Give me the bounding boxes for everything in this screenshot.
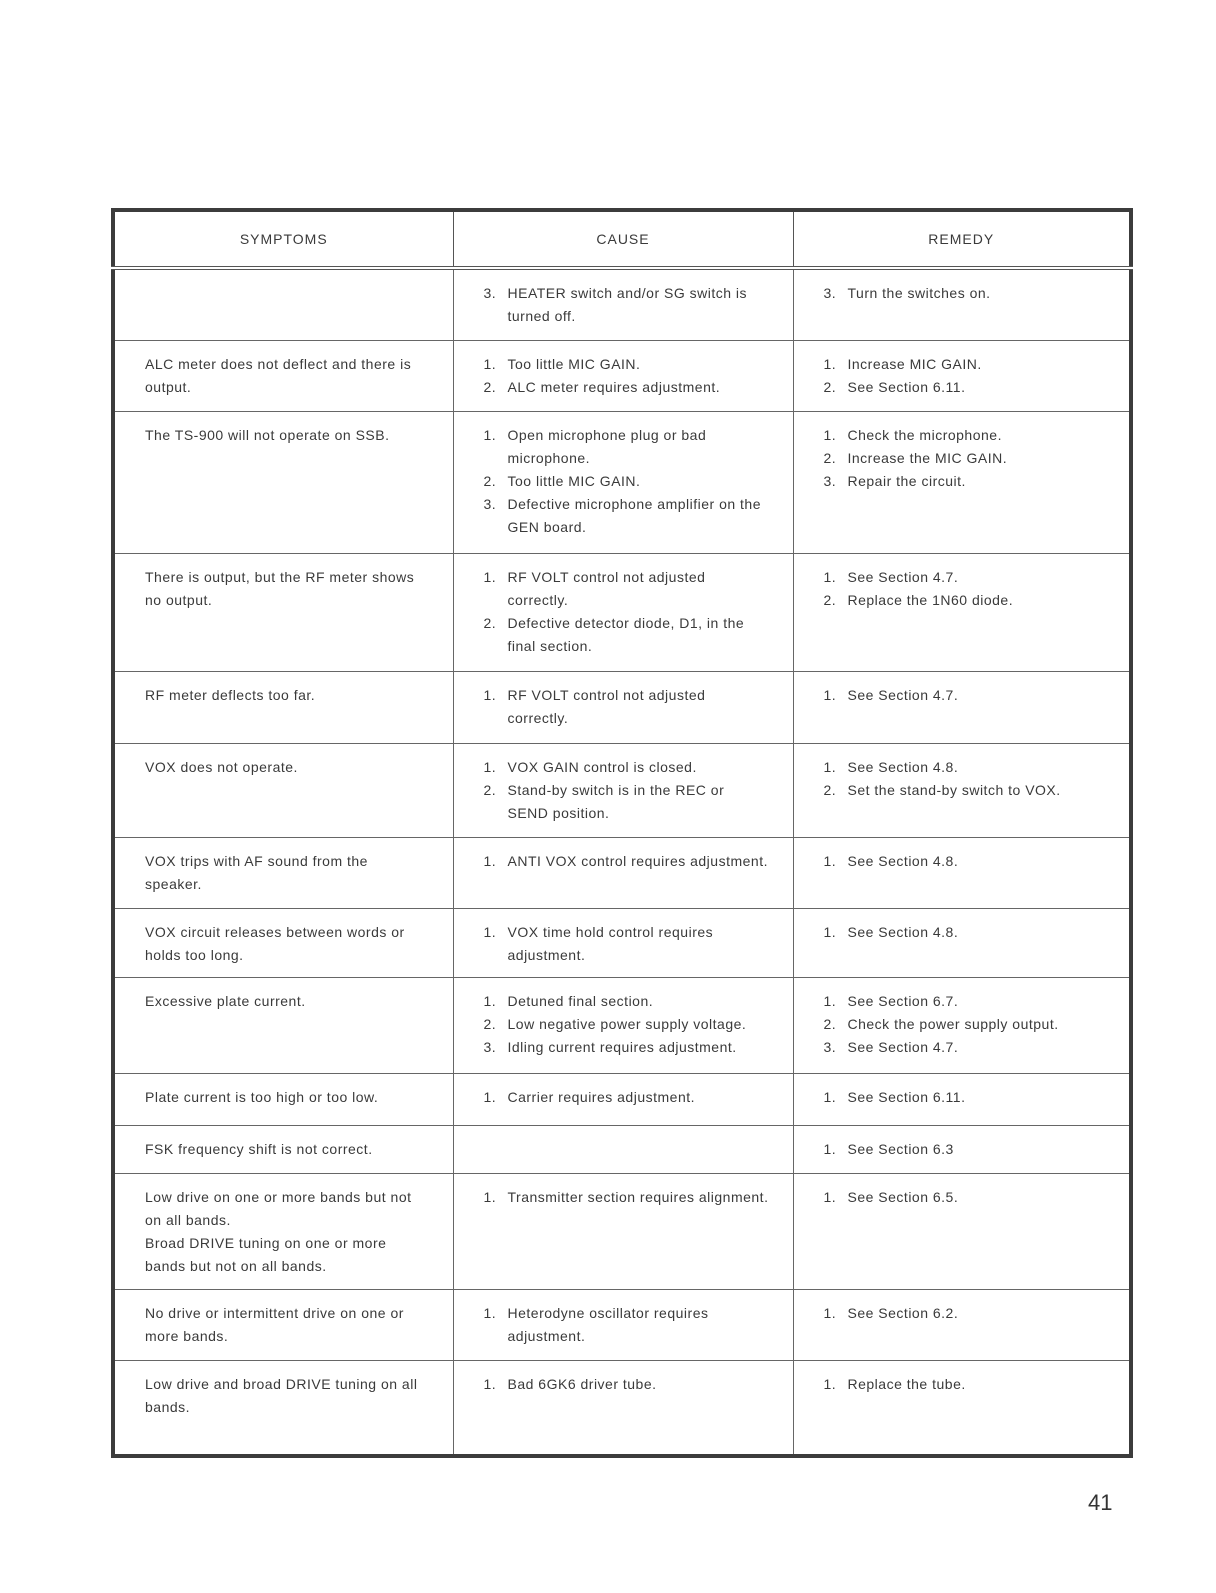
cause-item — [484, 756, 769, 779]
symptom-cell — [113, 1360, 453, 1456]
table-row — [113, 1073, 1131, 1125]
remedy-item — [824, 282, 1106, 305]
item-number: 2. — [823, 591, 837, 608]
item-number: 3. — [483, 495, 497, 512]
item-text: VOX GAIN control is closed. — [507, 758, 697, 775]
remedy-item — [824, 376, 1106, 399]
cause-cell — [453, 743, 793, 837]
item-number: 1. — [823, 1088, 837, 1105]
item-text: See Section 6.3 — [847, 1140, 954, 1157]
item-text: Defective detector diode, D1, in the final section. — [507, 614, 745, 654]
remedy-item — [824, 353, 1106, 376]
item-text: See Section 6.2. — [847, 1304, 959, 1321]
item-number: 1. — [483, 852, 497, 869]
symptom-text: Low drive on one or more bands but not on all bands. — [145, 1188, 412, 1228]
item-text: Set the stand-by switch to VOX. — [847, 781, 1061, 798]
symptom-text: No drive or intermittent drive on one or more bands. — [145, 1304, 404, 1344]
item-text: Replace the 1N60 diode. — [847, 591, 1014, 608]
symptom-text: VOX circuit releases between words or holds too long. — [145, 923, 405, 963]
item-number: 2. — [483, 614, 497, 631]
remedy-item — [824, 756, 1106, 779]
cause-cell — [453, 1289, 793, 1360]
cause-cell — [453, 977, 793, 1073]
item-text: Increase MIC GAIN. — [847, 355, 982, 372]
cause-cell — [453, 268, 793, 340]
cause-cell — [453, 1125, 793, 1173]
item-number: 1. — [483, 923, 497, 940]
item-text: See Section 4.8. — [847, 852, 959, 869]
item-text: See Section 4.7. — [847, 568, 959, 585]
remedy-item — [824, 779, 1106, 802]
item-number: 2. — [823, 378, 837, 395]
symptom-cell — [113, 743, 453, 837]
remedy-item — [824, 1036, 1106, 1059]
item-number: 1. — [823, 852, 837, 869]
remedy-item — [824, 1302, 1106, 1325]
symptom-text: RF meter deflects too far. — [145, 686, 316, 703]
remedy-cell — [793, 553, 1131, 671]
symptom-text: Excessive plate current. — [145, 992, 306, 1009]
symptom-cell — [113, 908, 453, 977]
symptom-text: ALC meter does not deflect and there is output. — [145, 355, 412, 395]
symptom-cell — [113, 1289, 453, 1360]
remedy-item — [824, 424, 1106, 447]
remedy-item — [824, 1186, 1106, 1209]
remedy-cell — [793, 837, 1131, 908]
item-number: 3. — [823, 472, 837, 489]
item-number: 1. — [823, 426, 837, 443]
item-text: See Section 4.8. — [847, 923, 959, 940]
item-number: 3. — [483, 1038, 497, 1055]
table-header-row — [113, 210, 1131, 268]
item-text: Heterodyne oscillator requires adjustment. — [507, 1304, 709, 1344]
symptom-text: Plate current is too high or too low. — [145, 1088, 379, 1105]
cause-item — [484, 282, 769, 328]
remedy-cell — [793, 671, 1131, 743]
cause-item — [484, 470, 769, 493]
item-text: Open microphone plug or bad microphone. — [507, 426, 707, 466]
remedy-item — [824, 1138, 1106, 1161]
item-text: Check the power supply output. — [847, 1015, 1059, 1032]
remedy-item — [824, 850, 1106, 873]
remedy-cell — [793, 268, 1131, 340]
header-symptoms: SYMPTOMS — [113, 210, 453, 268]
symptom-cell — [113, 671, 453, 743]
cause-item — [484, 1302, 769, 1348]
item-text: See Section 6.5. — [847, 1188, 959, 1205]
table-row — [113, 340, 1131, 411]
item-number: 1. — [823, 1304, 837, 1321]
cause-item — [484, 921, 769, 967]
symptom-text: VOX does not operate. — [145, 758, 298, 775]
item-number: 2. — [823, 781, 837, 798]
remedy-cell — [793, 1289, 1131, 1360]
item-text: See Section 6.7. — [847, 992, 959, 1009]
cause-item — [484, 376, 769, 399]
troubleshooting-table — [111, 208, 1133, 1458]
item-text: Check the microphone. — [847, 426, 1002, 443]
remedy-cell — [793, 977, 1131, 1073]
symptom-text: Low drive and broad DRIVE tuning on all bands. — [145, 1375, 418, 1415]
item-number: 2. — [483, 1015, 497, 1032]
item-text: Turn the switches on. — [847, 285, 991, 301]
remedy-item — [824, 921, 1106, 944]
cause-cell — [453, 671, 793, 743]
cause-item — [484, 566, 769, 612]
symptom-cell — [113, 1125, 453, 1173]
table-row — [113, 268, 1131, 340]
cause-item — [484, 990, 769, 1013]
item-number: 2. — [823, 1015, 837, 1032]
symptom-cell — [113, 411, 453, 553]
cause-cell — [453, 553, 793, 671]
item-number: 2. — [823, 449, 837, 466]
item-text: HEATER switch and/or SG switch is turned off. — [507, 285, 748, 324]
remedy-cell — [793, 1360, 1131, 1456]
cause-item — [484, 612, 769, 658]
table-row — [113, 908, 1131, 977]
cause-item — [484, 684, 769, 730]
cause-item — [484, 353, 769, 376]
remedy-item — [824, 990, 1106, 1013]
item-text: Carrier requires adjustment. — [507, 1088, 696, 1105]
cause-item — [484, 779, 769, 825]
item-number: 3. — [823, 1038, 837, 1055]
cause-item — [484, 850, 769, 873]
item-text: Repair the circuit. — [847, 472, 966, 489]
cause-item — [484, 1013, 769, 1036]
table-row — [113, 1360, 1131, 1456]
table-row — [113, 743, 1131, 837]
symptom-cell — [113, 268, 453, 340]
item-text: Bad 6GK6 driver tube. — [507, 1375, 657, 1392]
item-text: Too little MIC GAIN. — [507, 355, 641, 372]
item-text: Defective microphone amplifier on the GEN board. — [507, 495, 762, 535]
item-text: RF VOLT control not adjusted correctly. — [507, 686, 706, 726]
item-number: 1. — [483, 568, 497, 585]
symptom-text: FSK frequency shift is not correct. — [145, 1140, 373, 1157]
cause-item — [484, 1086, 769, 1109]
item-text: Stand-by switch is in the REC or SEND position. — [507, 781, 725, 821]
item-text: RF VOLT control not adjusted correctly. — [507, 568, 706, 608]
table-row — [113, 1173, 1131, 1289]
item-text: Too little MIC GAIN. — [507, 472, 641, 489]
symptom-cell — [113, 1173, 453, 1289]
symptom-cell — [113, 977, 453, 1073]
remedy-item — [824, 684, 1106, 707]
symptom-text: There is output, but the RF meter shows no output. — [145, 568, 415, 608]
item-number: 1. — [483, 686, 497, 703]
item-number: 1. — [823, 1375, 837, 1392]
page-number: 41 — [1088, 1490, 1113, 1515]
remedy-cell — [793, 743, 1131, 837]
remedy-item — [824, 589, 1106, 612]
remedy-item — [824, 470, 1106, 493]
cause-item — [484, 1373, 769, 1396]
item-number: 1. — [483, 992, 497, 1009]
cause-cell — [453, 837, 793, 908]
remedy-item — [824, 1013, 1106, 1036]
table-row — [113, 1125, 1131, 1173]
cause-item — [484, 1036, 769, 1059]
item-text: ALC meter requires adjustment. — [507, 378, 721, 395]
symptom-cell — [113, 837, 453, 908]
cause-cell — [453, 1173, 793, 1289]
item-text: See Section 4.8. — [847, 758, 959, 775]
item-number: 1. — [823, 923, 837, 940]
item-number: 1. — [823, 758, 837, 775]
item-number: 2. — [483, 472, 497, 489]
table-row — [113, 671, 1131, 743]
item-text: Low negative power supply voltage. — [507, 1015, 747, 1032]
item-number: 1. — [483, 758, 497, 775]
symptom-cell — [113, 553, 453, 671]
symptom-text: The TS-900 will not operate on SSB. — [145, 426, 390, 443]
remedy-cell — [793, 1125, 1131, 1173]
symptom-cell — [113, 340, 453, 411]
cause-item — [484, 1186, 769, 1209]
item-number: 1. — [823, 1140, 837, 1157]
remedy-item — [824, 1373, 1106, 1396]
item-text: See Section 4.7. — [847, 1038, 959, 1055]
item-number: 1. — [823, 992, 837, 1009]
table-row — [113, 837, 1131, 908]
header-cause: CAUSE — [453, 210, 793, 268]
item-number: 1. — [483, 1188, 497, 1205]
remedy-item — [824, 566, 1106, 589]
cause-cell — [453, 908, 793, 977]
table-row — [113, 977, 1131, 1073]
cause-cell — [453, 1360, 793, 1456]
item-number: 1. — [483, 1304, 497, 1321]
cause-cell — [453, 411, 793, 553]
item-text: Idling current requires adjustment. — [507, 1038, 737, 1055]
symptom-text: Broad DRIVE tuning on one or more bands but not on all bands. — [145, 1234, 387, 1274]
item-text: Replace the tube. — [847, 1375, 966, 1392]
item-text: ANTI VOX control requires adjustment. — [507, 852, 768, 869]
item-text: See Section 4.7. — [847, 686, 959, 703]
item-text: See Section 6.11. — [847, 378, 966, 395]
item-number: 1. — [483, 355, 497, 372]
item-text: VOX time hold control requires adjustment. — [507, 923, 714, 963]
item-number: 1. — [823, 355, 837, 372]
item-text: See Section 6.11. — [847, 1088, 966, 1105]
item-number: 3. — [483, 285, 497, 301]
symptom-cell — [113, 1073, 453, 1125]
remedy-item — [824, 1086, 1106, 1109]
item-number: 1. — [483, 426, 497, 443]
remedy-cell — [793, 1073, 1131, 1125]
cause-cell — [453, 1073, 793, 1125]
remedy-cell — [793, 340, 1131, 411]
table-row — [113, 553, 1131, 671]
remedy-cell — [793, 411, 1131, 553]
remedy-cell — [793, 1173, 1131, 1289]
item-number: 1. — [483, 1088, 497, 1105]
remedy-cell — [793, 908, 1131, 977]
item-number: 1. — [483, 1375, 497, 1392]
remedy-item — [824, 447, 1106, 470]
item-number: 2. — [483, 781, 497, 798]
table-row — [113, 411, 1131, 553]
item-text: Increase the MIC GAIN. — [847, 449, 1008, 466]
cause-item — [484, 493, 769, 539]
symptom-text: VOX trips with AF sound from the speaker. — [145, 852, 368, 892]
cause-cell — [453, 340, 793, 411]
cause-item — [484, 424, 769, 470]
header-remedy: REMEDY — [793, 210, 1131, 268]
item-number: 1. — [823, 568, 837, 585]
table-row — [113, 1289, 1131, 1360]
item-number: 1. — [823, 1188, 837, 1205]
item-text: Detuned final section. — [507, 992, 654, 1009]
item-number: 2. — [483, 378, 497, 395]
item-number: 1. — [823, 686, 837, 703]
item-number: 3. — [823, 285, 837, 301]
item-text: Transmitter section requires alignment. — [507, 1188, 769, 1205]
